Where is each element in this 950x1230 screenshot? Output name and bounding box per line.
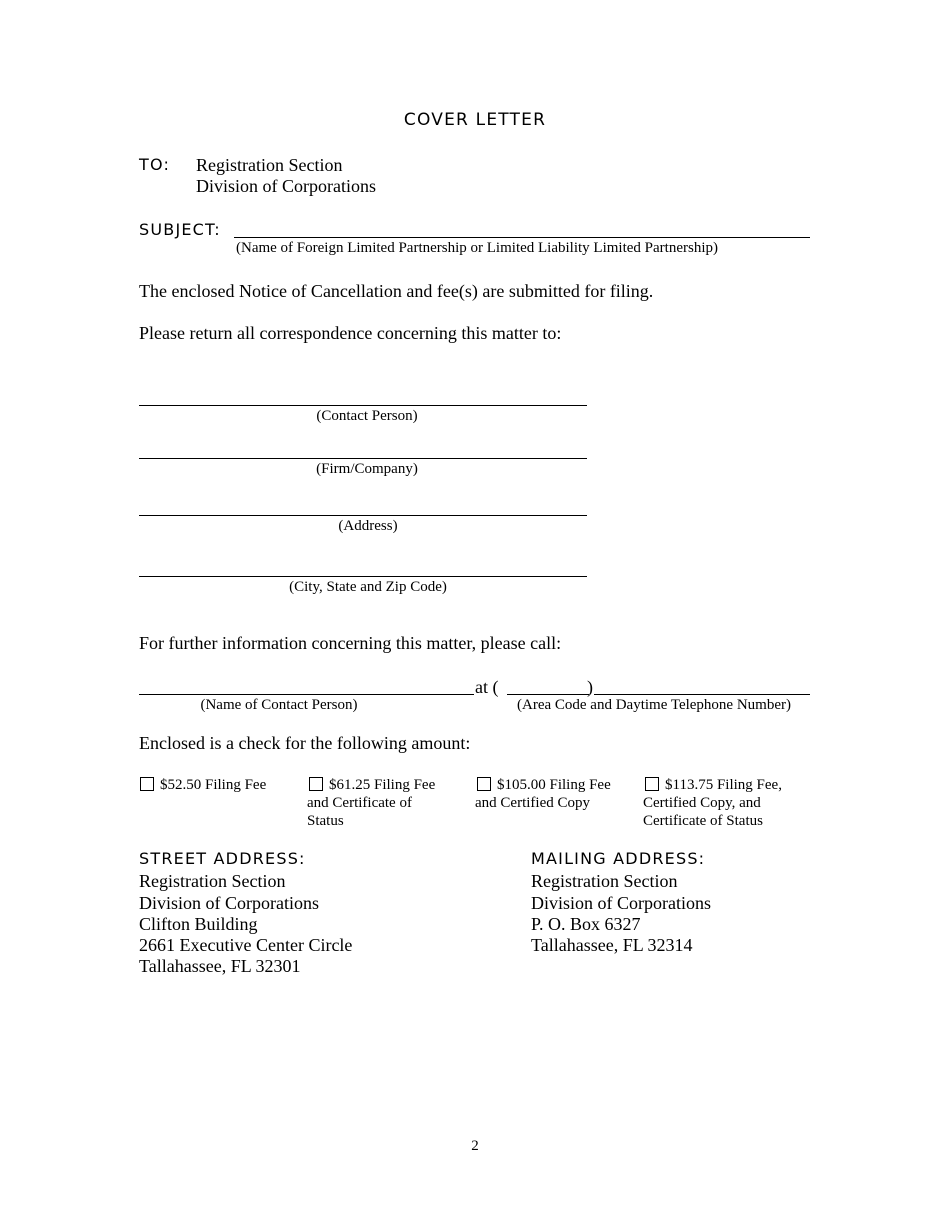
firm-company-caption: (Firm/Company): [316, 461, 418, 477]
to-line-2: Division of Corporations: [196, 176, 376, 196]
phone-caption: (Area Code and Daytime Telephone Number): [517, 697, 791, 713]
mailing-address-heading: MAILING ADDRESS:: [531, 849, 706, 868]
checkbox[interactable]: [309, 777, 323, 791]
contact-person-caption: (Contact Person): [316, 408, 418, 424]
fee-option-label: Certificate of Status: [643, 813, 763, 829]
to-line-1: Registration Section: [196, 155, 343, 175]
address-input-line[interactable]: [139, 515, 587, 516]
phone-number-input-line[interactable]: [594, 694, 810, 695]
fee-option-52-50[interactable]: [140, 776, 300, 794]
street-address-line: Registration Section: [139, 871, 286, 892]
fee-option-label: Certified Copy, and: [643, 795, 761, 811]
page-number: 2: [471, 1138, 479, 1154]
page-title: COVER LETTER: [403, 110, 547, 130]
subject-input-line[interactable]: [234, 237, 810, 238]
further-info-paragraph: For further information concerning this matter, please call:: [139, 633, 562, 653]
area-code-input-line[interactable]: [507, 694, 589, 695]
mailing-address-line: P. O. Box 6327: [531, 913, 641, 934]
fee-option-label: $105.00 Filing Fee: [497, 777, 611, 793]
checkbox[interactable]: [140, 777, 154, 791]
street-address-line: Clifton Building: [139, 913, 258, 934]
fee-option-61-25[interactable]: [307, 776, 467, 830]
fee-option-105-00[interactable]: [475, 776, 635, 812]
at-label: at (: [475, 677, 499, 697]
contact-name-input-line[interactable]: [139, 694, 474, 695]
firm-company-input-line[interactable]: [139, 458, 587, 459]
subject-label: SUBJECT:: [139, 220, 221, 239]
return-paragraph: Please return all correspondence concerning this matter to:: [139, 323, 562, 343]
street-address-line: Division of Corporations: [139, 892, 319, 913]
close-paren: ): [587, 677, 593, 697]
street-address-heading: STREET ADDRESS:: [139, 849, 306, 868]
street-address: [139, 848, 352, 978]
contact-person-input-line[interactable]: [139, 405, 587, 406]
fee-option-113-75[interactable]: [643, 776, 818, 830]
mailing-address: [531, 848, 711, 956]
street-address-line: Tallahassee, FL 32301: [139, 956, 301, 977]
checkbox[interactable]: [477, 777, 491, 791]
mailing-address-line: Division of Corporations: [531, 892, 711, 913]
fee-option-label: $61.25 Filing Fee: [329, 777, 436, 793]
mailing-address-line: Registration Section: [531, 871, 678, 892]
city-state-zip-caption: (City, State and Zip Code): [289, 579, 447, 595]
to-label: TO:: [139, 155, 171, 174]
fee-option-label: and Certified Copy: [475, 795, 590, 811]
street-address-line: 2661 Executive Center Circle: [139, 935, 353, 956]
fee-option-label: $52.50 Filing Fee: [160, 777, 267, 793]
fee-option-label: $113.75 Filing Fee,: [665, 777, 782, 793]
fee-option-label: Status: [307, 813, 344, 829]
subject-caption: (Name of Foreign Limited Partnership or Limited Liability Limited Partnership): [236, 240, 718, 256]
city-state-zip-input-line[interactable]: [139, 576, 587, 577]
checkbox[interactable]: [645, 777, 659, 791]
contact-name-caption: (Name of Contact Person): [200, 697, 358, 713]
check-paragraph: Enclosed is a check for the following amount:: [139, 733, 471, 753]
address-caption: (Address): [338, 518, 398, 534]
enclosed-paragraph: The enclosed Notice of Cancellation and fee(s) are submitted for filing.: [139, 281, 654, 301]
mailing-address-line: Tallahassee, FL 32314: [531, 935, 693, 956]
fee-option-label: and Certificate of: [307, 795, 412, 811]
